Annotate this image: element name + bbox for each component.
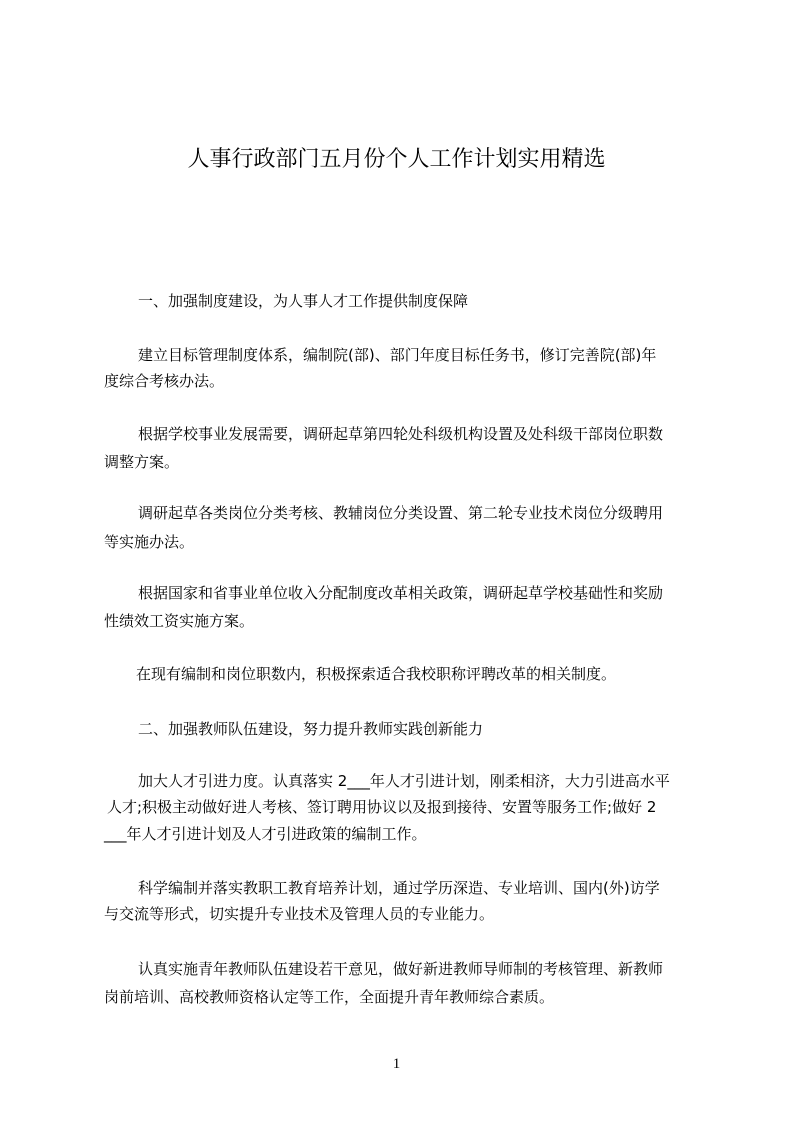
paragraph-line: 度综合考核办法。 (104, 372, 225, 390)
paragraph-line: 建立目标管理制度体系，编制院(部)、部门年度目标任务书，修订完善院(部)年 (138, 346, 657, 364)
paragraph-line: 等实施办法。 (104, 533, 195, 551)
section-heading: 二、加强教师队伍建设，努力提升教师实践创新能力 (138, 720, 484, 738)
paragraph-line: 加大人才引进力度。认真落实 2___年人才引进计划，刚柔相济，大力引进高水平 (138, 772, 670, 790)
paragraph-line: 与交流等形式，切实提升专业技术及管理人员的专业能力。 (104, 905, 495, 923)
paragraph-line: 在现有编制和岗位职数内，积极探索适合我校职称评聘改革的相关制度。 (136, 665, 617, 683)
paragraph-line: 根据国家和省事业单位收入分配制度改革相关政策，调研起草学校基础性和奖励 (138, 584, 664, 602)
document-title: 人事行政部门五月份个人工作计划实用精选 (187, 147, 606, 172)
paragraph-line: 调研起草各类岗位分类考核、教辅岗位分类设置、第二轮专业技术岗位分级聘用 (138, 504, 664, 522)
paragraph-line: ___年人才引进计划及人才引进政策的编制工作。 (104, 825, 427, 843)
page-number: 1 (392, 1056, 401, 1072)
paragraph-line: 科学编制并落实教职工教育培养计划，通过学历深造、专业培训、国内(外)访学 (138, 879, 660, 897)
paragraph-line: 人才;积极主动做好进人考核、签订聘用协议以及报到接待、安置等服务工作;做好 2 (107, 798, 657, 816)
section-heading: 一、加强制度建设，为人事人才工作提供制度保障 (138, 292, 469, 310)
paragraph-line: 认真实施青年教师队伍建设若干意见，做好新进教师导师制的考核管理、新教师 (138, 960, 664, 978)
paragraph-line: 调整方案。 (104, 453, 180, 471)
paragraph-line: 性绩效工资实施方案。 (104, 612, 255, 630)
paragraph-line: 根据学校事业发展需要，调研起草第四轮处科级机构设置及处科级干部岗位职数 (138, 425, 664, 443)
paragraph-line: 岗前培训、高校教师资格认定等工作，全面提升青年教师综合素质。 (104, 988, 555, 1006)
